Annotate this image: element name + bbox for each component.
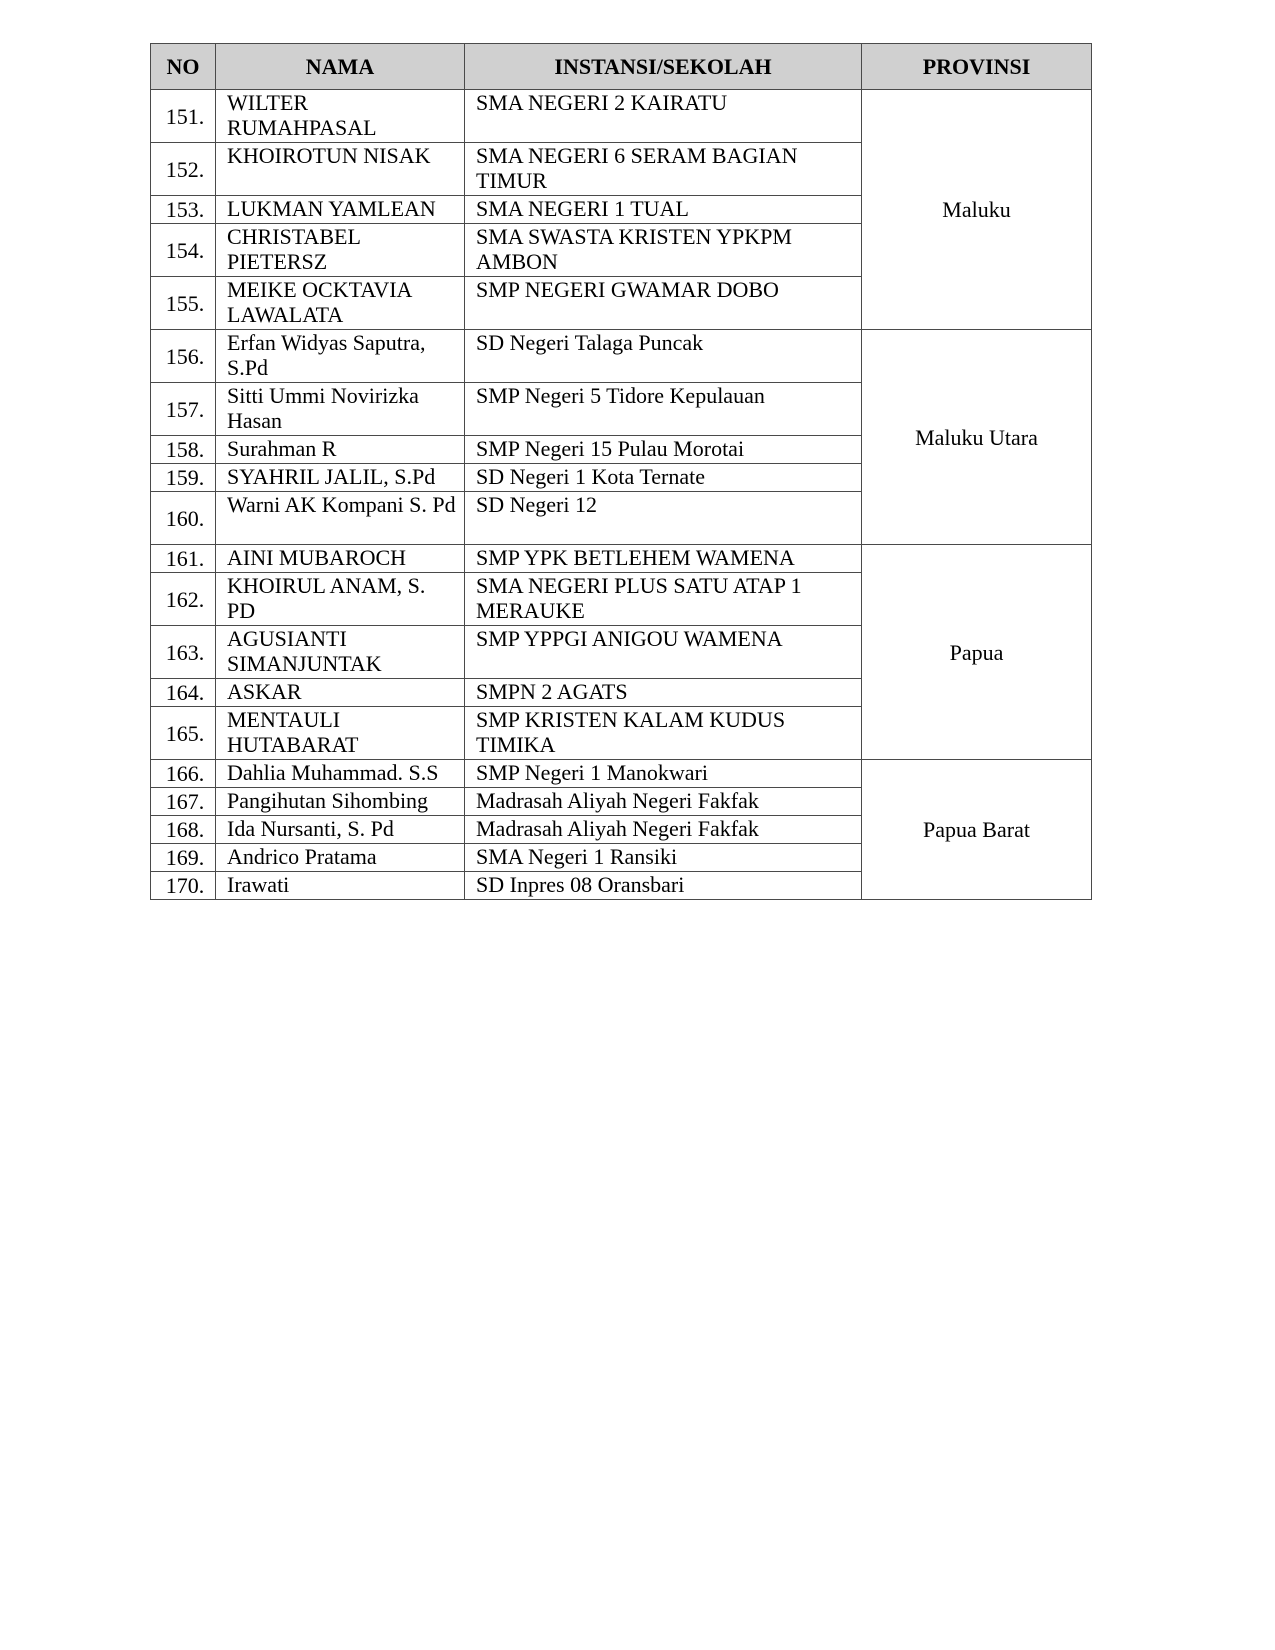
participant-name: Surahman R [216, 436, 465, 464]
table-row [151, 760, 1092, 788]
school-name: SD Negeri Talaga Puncak [465, 330, 862, 383]
school-name: SMP Negeri 1 Manokwari [465, 760, 862, 788]
participant-name: AINI MUBAROCH [216, 545, 465, 573]
table-row [151, 545, 1092, 573]
table-row [151, 330, 1092, 383]
row-number: 166. [151, 760, 216, 788]
participant-name: MEIKE OCKTAVIA LAWALATA [216, 277, 465, 330]
participant-name: KHOIROTUN NISAK [216, 143, 465, 196]
school-name: Madrasah Aliyah Negeri Fakfak [465, 816, 862, 844]
school-name: SD Negeri 12 [465, 492, 862, 545]
school-name: SMA NEGERI PLUS SATU ATAP 1 MERAUKE [465, 573, 862, 626]
row-number: 169. [151, 844, 216, 872]
participant-name: LUKMAN YAMLEAN [216, 196, 465, 224]
row-number: 170. [151, 872, 216, 900]
participant-name: Erfan Widyas Saputra, S.Pd [216, 330, 465, 383]
province-cell: Papua Barat [862, 760, 1092, 900]
participant-name: MENTAULI HUTABARAT [216, 707, 465, 760]
school-name: SMP KRISTEN KALAM KUDUS TIMIKA [465, 707, 862, 760]
school-name: SMA NEGERI 2 KAIRATU [465, 90, 862, 143]
school-name: SMA NEGERI 6 SERAM BAGIAN TIMUR [465, 143, 862, 196]
row-number: 152. [151, 143, 216, 196]
participant-name: KHOIRUL ANAM, S. PD [216, 573, 465, 626]
row-number: 164. [151, 679, 216, 707]
header-no: NO [151, 44, 216, 90]
school-name: SMPN 2 AGATS [465, 679, 862, 707]
header-nama: NAMA [216, 44, 465, 90]
row-number: 160. [151, 492, 216, 545]
school-name: SMP NEGERI GWAMAR DOBO [465, 277, 862, 330]
school-name: SMP Negeri 15 Pulau Morotai [465, 436, 862, 464]
participant-name: Ida Nursanti, S. Pd [216, 816, 465, 844]
school-name: SD Negeri 1 Kota Ternate [465, 464, 862, 492]
school-name: SMP Negeri 5 Tidore Kepulauan [465, 383, 862, 436]
row-number: 163. [151, 626, 216, 679]
school-name: SMA NEGERI 1 TUAL [465, 196, 862, 224]
row-number: 159. [151, 464, 216, 492]
participant-name: AGUSIANTI SIMANJUNTAK [216, 626, 465, 679]
row-number: 157. [151, 383, 216, 436]
row-number: 167. [151, 788, 216, 816]
row-number: 158. [151, 436, 216, 464]
row-number: 156. [151, 330, 216, 383]
school-name: SMA Negeri 1 Ransiki [465, 844, 862, 872]
school-name: Madrasah Aliyah Negeri Fakfak [465, 788, 862, 816]
row-number: 151. [151, 90, 216, 143]
table-row [151, 90, 1092, 143]
participant-name: Andrico Pratama [216, 844, 465, 872]
header-instansi: INSTANSI/SEKOLAH [465, 44, 862, 90]
school-name: SD Inpres 08 Oransbari [465, 872, 862, 900]
header-provinsi: PROVINSI [862, 44, 1092, 90]
participant-name: SYAHRIL JALIL, S.Pd [216, 464, 465, 492]
participant-name: ASKAR [216, 679, 465, 707]
row-number: 154. [151, 224, 216, 277]
participant-name: WILTER RUMAHPASAL [216, 90, 465, 143]
table-header-row [151, 44, 1092, 90]
row-number: 155. [151, 277, 216, 330]
row-number: 162. [151, 573, 216, 626]
province-cell: Maluku Utara [862, 330, 1092, 545]
participant-name: CHRISTABEL PIETERSZ [216, 224, 465, 277]
row-number: 168. [151, 816, 216, 844]
participant-name: Pangihutan Sihombing [216, 788, 465, 816]
row-number: 161. [151, 545, 216, 573]
row-number: 153. [151, 196, 216, 224]
participant-name: Irawati [216, 872, 465, 900]
participant-name: Sitti Ummi Novirizka Hasan [216, 383, 465, 436]
province-cell: Papua [862, 545, 1092, 760]
school-name: SMP YPPGI ANIGOU WAMENA [465, 626, 862, 679]
province-cell: Maluku [862, 90, 1092, 330]
participant-name: Dahlia Muhammad. S.S [216, 760, 465, 788]
school-name: SMP YPK BETLEHEM WAMENA [465, 545, 862, 573]
school-name: SMA SWASTA KRISTEN YPKPM AMBON [465, 224, 862, 277]
participant-name: Warni AK Kompani S. Pd [216, 492, 465, 545]
participants-table [150, 43, 1092, 900]
row-number: 165. [151, 707, 216, 760]
